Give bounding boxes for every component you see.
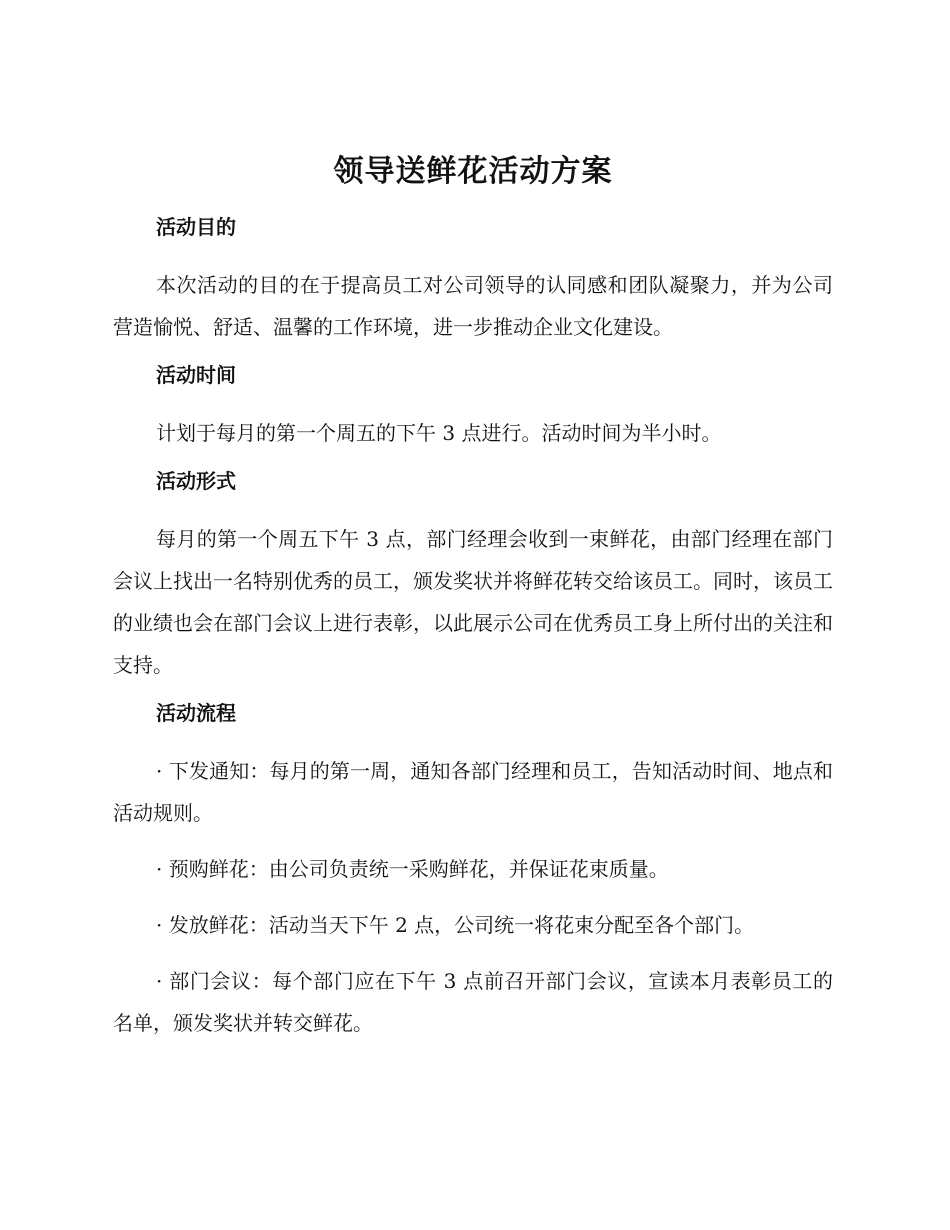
document-body xyxy=(113,150,833,1058)
section-heading: 活动目的 xyxy=(156,215,236,239)
process-step: · 部门会议：每个部门应在下午 3 点前召开部门会议，宣读本月表彰员工的名单，颁发奖状并转交鲜花。 xyxy=(113,969,833,1035)
section-format xyxy=(113,466,833,686)
section-heading: 活动时间 xyxy=(156,363,236,387)
section-paragraph: 每月的第一个周五下午 3 点，部门经理会收到一束鲜花，由部门经理在部门会议上找出一名特别优秀的员工，颁发奖状并将鲜花转交给该员工。同时，该员工的业绩也会在部门会议上进行表彰，以此展示公司在优秀员工身上所付出的关注和支持。 xyxy=(113,527,833,677)
section-heading: 活动形式 xyxy=(156,469,236,493)
section-paragraph: 计划于每月的第一个周五的下午 3 点进行。活动时间为半小时。 xyxy=(156,421,722,445)
section-purpose xyxy=(113,212,833,348)
document-title: 领导送鲜花活动方案 xyxy=(333,154,613,189)
process-step: · 预购鲜花：由公司负责统一采购鲜花，并保证花束质量。 xyxy=(156,857,669,881)
section-heading: 活动流程 xyxy=(156,701,236,725)
section-time xyxy=(113,360,833,454)
process-step: · 下发通知：每月的第一周，通知各部门经理和员工，告知活动时间、地点和活动规则。 xyxy=(113,759,833,825)
section-paragraph: 本次活动的目的在于提高员工对公司领导的认同感和团队凝聚力，并为公司营造愉悦、舒适、温馨的工作环境，进一步推动企业文化建设。 xyxy=(113,273,833,339)
section-process xyxy=(113,698,833,1044)
process-step: · 发放鲜花：活动当天下午 2 点，公司统一将花束分配至各个部门。 xyxy=(156,913,755,937)
